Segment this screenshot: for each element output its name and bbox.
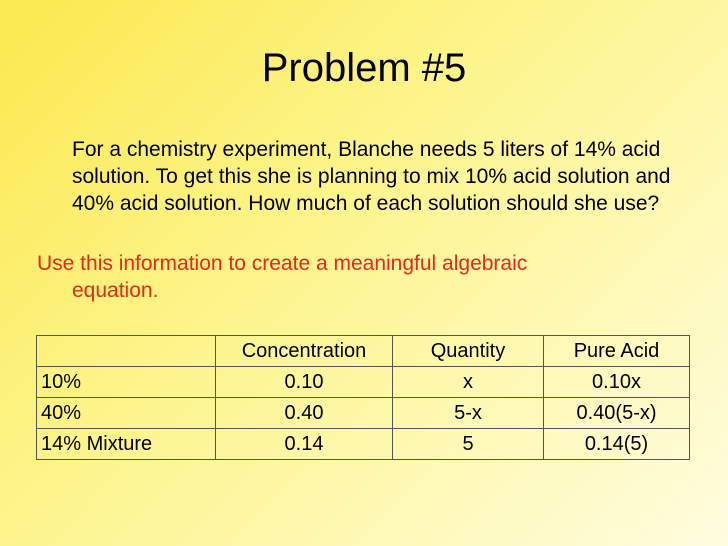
instruction-text	[37, 250, 677, 304]
table-row	[37, 398, 690, 429]
table-cell: 0.40(5-x)	[544, 398, 690, 429]
instruction-line-1: Use this information to create a meaningful algebraic	[37, 252, 528, 275]
table-row	[37, 367, 690, 398]
header-cell: Quantity	[393, 336, 544, 367]
table-cell: 40%	[37, 398, 216, 429]
header-cell	[37, 336, 216, 367]
mixture-table	[36, 335, 690, 460]
table-cell: 0.10	[216, 367, 393, 398]
header-cell: Pure Acid	[544, 336, 690, 367]
table-row	[37, 429, 690, 460]
problem-statement: For a chemistry experiment, Blanche needs 5 liters of 14% acid solution. To get this she is planning to mix 10% acid solution and 40% acid solution. How much of each solution should she use?	[72, 138, 671, 215]
table-header-row	[37, 336, 690, 367]
table-cell: 5	[393, 429, 544, 460]
table-cell: 0.40	[216, 398, 393, 429]
slide-title: Problem #5	[261, 46, 467, 90]
table-cell: 14% Mixture	[37, 429, 216, 460]
table-cell: 0.14	[216, 429, 393, 460]
table-cell: x	[393, 367, 544, 398]
table-cell: 0.14(5)	[544, 429, 690, 460]
table-cell: 0.10x	[544, 367, 690, 398]
header-cell: Concentration	[216, 336, 393, 367]
instruction-line-2: equation.	[72, 279, 159, 302]
table-cell: 5-x	[393, 398, 544, 429]
table-cell: 10%	[37, 367, 216, 398]
